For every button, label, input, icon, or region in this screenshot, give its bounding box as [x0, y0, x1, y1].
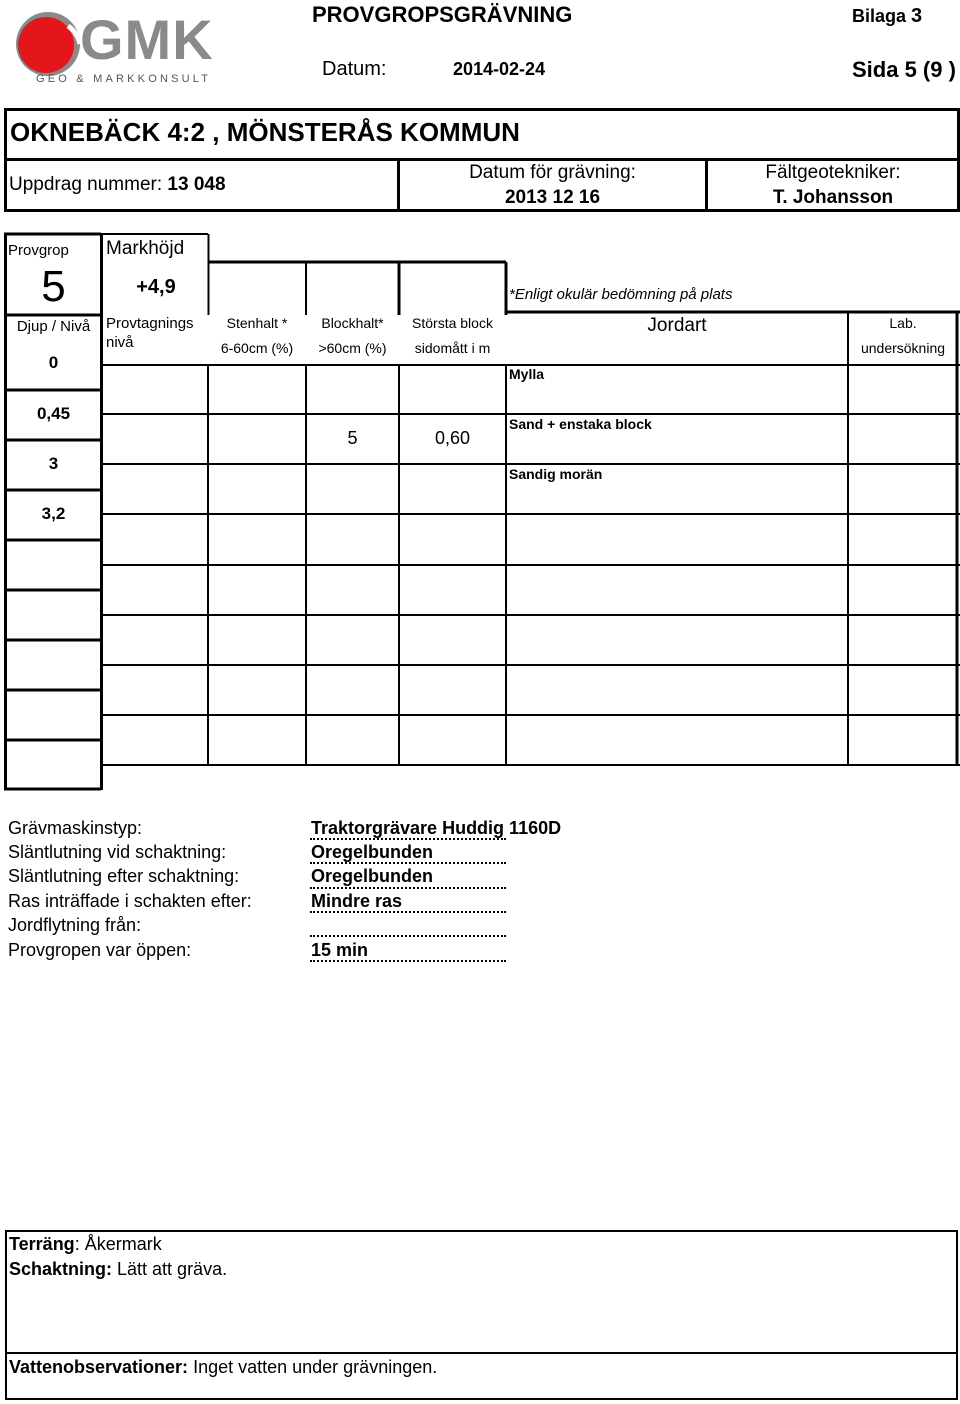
bilaga-number: 3 [911, 5, 923, 27]
datum-value: 2014-02-24 [453, 59, 546, 79]
uppdrag-value: 13 048 [167, 174, 226, 195]
provgrop-value: 5 [41, 262, 66, 311]
terrang-value: : Åkermark [74, 1234, 162, 1254]
document-title: PROVGROPSGRÄVNING [312, 2, 573, 27]
terrang-line [9, 1234, 162, 1255]
layer-jordart: Mylla [509, 366, 545, 382]
col-lab-2: undersökning [860, 340, 946, 356]
bilaga-label [852, 5, 922, 28]
faltgeo-label: Fältgeotekniker: [765, 162, 901, 183]
assessment-note-text: *Enligt okulär bedömning på plats [509, 286, 733, 303]
project-name: OKNEBÄCK 4:2 , MÖNSTERÅS KOMMUN [10, 117, 520, 147]
ras-label: Ras inträffade i schakten efter: [8, 891, 252, 911]
col-sten-1: Stenhalt * [226, 315, 288, 331]
schakt-label: Schaktning: [9, 1259, 113, 1279]
datum-grav-value: 2013 12 16 [504, 187, 601, 208]
col-block-2: >60cm (%) [318, 340, 387, 356]
uppdrag-label [9, 174, 226, 196]
slant-efter-value: Oregelbunden [311, 866, 434, 886]
vatten-label: Vattenobservationer: [9, 1357, 189, 1377]
provgrop-label: Provgrop [8, 242, 69, 259]
layer-blockhalt: 5 [347, 428, 358, 448]
col-storsta-2: sidomått i m [414, 340, 491, 356]
oppen-label: Provgropen var öppen: [8, 940, 192, 960]
depth-2: 3 [48, 454, 59, 473]
faltgeo-value: T. Johansson [772, 187, 894, 208]
assessment-note [509, 286, 732, 303]
bilaga-text: Bilaga [852, 6, 907, 26]
grav-label: Grävmaskinstyp: [8, 818, 143, 838]
col-storsta-1: Största block [412, 315, 493, 331]
terrang-label: Terräng [9, 1234, 75, 1254]
depth-0: 0 [48, 353, 59, 372]
depth-3: 3,2 [41, 504, 66, 523]
oppen-value: 15 min [311, 940, 369, 960]
layer-jordart: Sandig morän [509, 466, 603, 482]
layer-storsta: 0,60 [434, 428, 471, 448]
logo-text: GMK [80, 8, 214, 71]
page-number: Sida 5 (9 ) [852, 57, 956, 82]
col-lab-1: Lab. [889, 315, 917, 331]
slant-vid-value: Oregelbunden [311, 842, 434, 862]
markhojd-value: +4,9 [136, 276, 176, 298]
vatten-line [9, 1357, 437, 1378]
col-block-1: Blockhalt* [321, 315, 384, 331]
logo-subtitle: GEO & MARKKONSULT [36, 73, 212, 85]
slant-vid-label: Släntlutning vid schaktning: [8, 842, 227, 862]
datum-grav-label: Datum för grävning: [469, 162, 636, 183]
col-djup: Djup / Nivå [16, 318, 91, 335]
depth-1: 0,45 [36, 404, 71, 423]
log-table [0, 230, 960, 800]
info-section [0, 815, 960, 975]
grav-value: Traktorgrävare Huddig 1160D [311, 818, 562, 838]
col-prov-2: nivå [106, 334, 134, 351]
col-sten-2: 6-60cm (%) [220, 340, 294, 356]
vatten-value: Inget vatten under grävningen. [188, 1357, 438, 1377]
ras-value: Mindre ras [311, 891, 403, 911]
layer-jordart: Sand + enstaka block [509, 416, 652, 432]
slant-efter-label: Släntlutning efter schaktning: [8, 866, 240, 886]
schakt-value: Lätt att gräva. [112, 1259, 228, 1279]
datum-label: Datum: [322, 58, 387, 80]
markhojd-label: Markhöjd [106, 238, 185, 259]
col-jordart: Jordart [647, 315, 707, 336]
col-prov-1: Provtagnings [106, 315, 194, 332]
jordflyt-label: Jordflytning från: [8, 915, 142, 935]
schakt-line [9, 1259, 227, 1280]
uppdrag-text: Uppdrag nummer: [9, 174, 163, 195]
